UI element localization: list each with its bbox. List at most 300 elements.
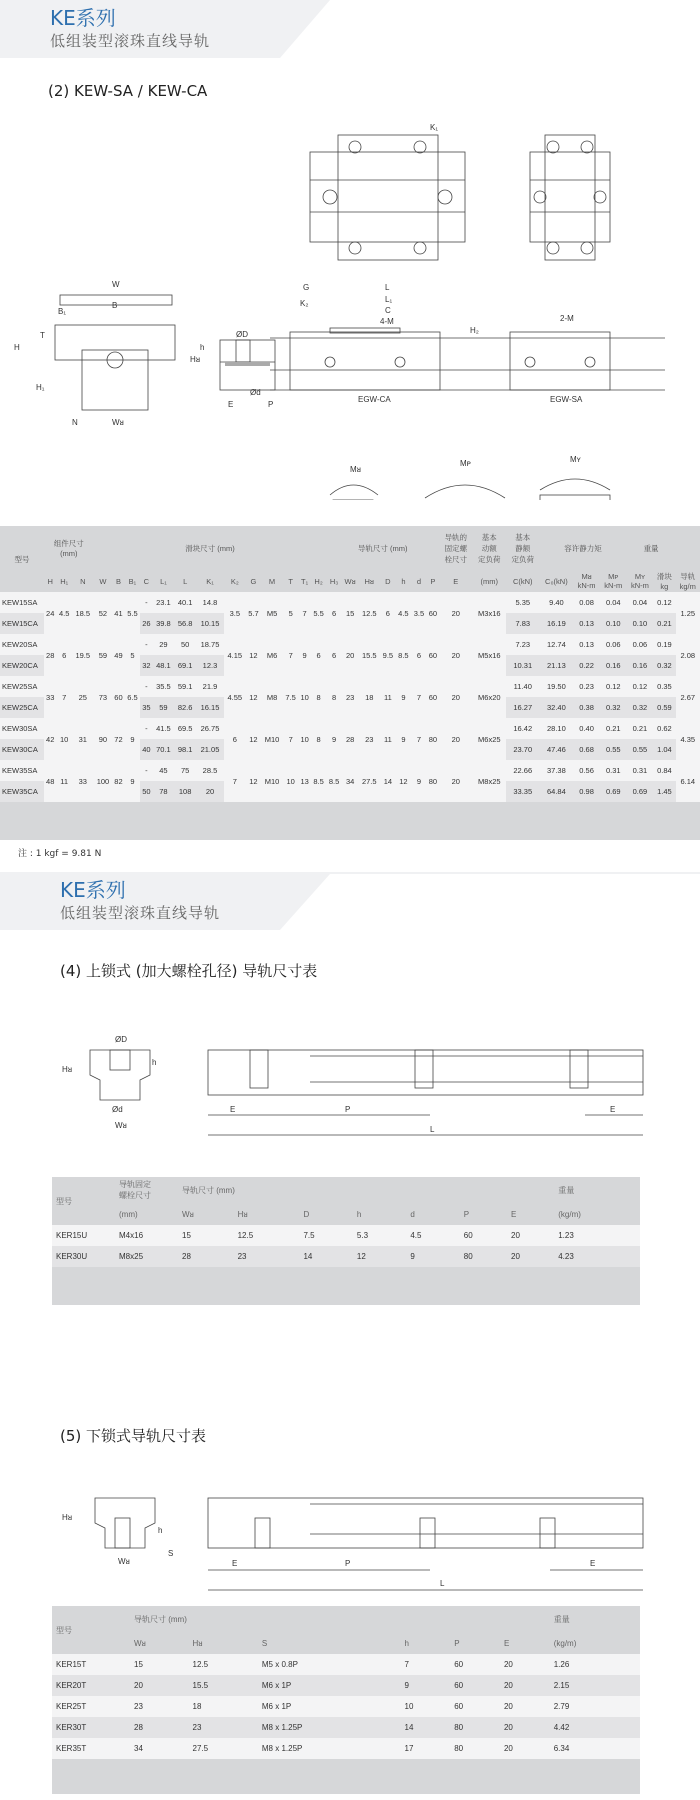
cell-cd: 33.35 [506,781,539,802]
weight-unit: kg/m [679,582,696,591]
cell-cd: 16.42 [506,718,539,739]
t5-label-h: h [158,1526,163,1535]
th-sub: H₃ [329,576,339,586]
cell-p: 60 [427,676,439,718]
cell-l: 98.1 [174,739,196,760]
table-cell: 23 [130,1696,189,1717]
cell-bolt: M3x16 [473,592,506,634]
cell-l1: 48.1 [153,655,175,676]
th-rail: 导轨尺寸 (mm) [357,543,408,553]
cell-wr: 34 [342,760,359,802]
label-k2: K₂ [300,299,309,308]
t2-th-col: D [303,1209,310,1219]
th-sub: T₁ [301,576,309,586]
cell-d: 14 [380,760,396,802]
t4-label-e2: E [610,1105,616,1114]
t4-label-e: E [230,1105,236,1114]
table-cell: M6 x 1P [258,1675,401,1696]
cell-hh: 8.5 [396,634,412,676]
th-moment-sub [627,570,654,592]
cell-l: 50 [174,634,196,655]
cell-w: 90 [94,718,113,760]
cell-mr: 0.68 [573,739,600,760]
cell-h3: 6 [326,634,342,676]
page-header-2 [0,872,700,934]
table-row [52,1696,640,1717]
cell-cd: 16.27 [506,697,539,718]
th-model: 型号 [14,554,30,564]
table-cell: 20 [500,1738,550,1759]
kew-drawings [0,100,700,500]
label-2m: 2-M [560,314,574,323]
cell-h2: 6 [311,634,327,676]
table-cell: 5.3 [353,1225,406,1246]
cell-mr: 0.23 [573,676,600,697]
table-cell: KER20T [52,1675,130,1696]
cell-l1: 29 [153,634,175,655]
cell-mp: 0.04 [600,592,627,613]
weight-name: 滑块 [656,572,672,581]
cell-mr: 0.56 [573,760,600,781]
cell-b1: 5 [125,634,141,676]
table-cell: 4.23 [554,1246,640,1267]
cell-bolt: M8x25 [473,760,506,802]
table-row [52,1675,640,1696]
cell-mp: 0.16 [600,655,627,676]
section-2-title: (2) KEW-SA / KEW-CA [48,82,208,100]
cell-my: 0.12 [627,676,654,697]
table-cell: M5 x 0.8P [258,1654,401,1675]
cell-my: 0.16 [627,655,654,676]
model-cell: KEW25SA [0,676,44,697]
table-row [52,1717,640,1738]
cell-t1: 10 [298,676,310,718]
cell-h1: 4.5 [56,592,72,634]
th-sub: d [416,576,421,586]
table-row [0,634,700,655]
th-sub: K₂ [230,576,239,586]
th-sub: (mm) [480,576,499,586]
cell-k2: 4.55 [224,676,246,718]
cell-c0: 19.50 [540,676,574,697]
th-moment: 容许静力矩 [564,543,602,553]
table-cell: M4x16 [115,1225,178,1246]
cell-mr: 0.13 [573,634,600,655]
t2-th-weight: 重量 [558,1185,575,1195]
cell-c: 32 [140,655,152,676]
cell-cd: 23.70 [506,739,539,760]
cell-b1: 5.5 [125,592,141,634]
cell-mp: 0.31 [600,760,627,781]
cell-g: 5.7 [246,592,262,634]
cell-my: 0.55 [627,739,654,760]
cell-k1: 12.3 [196,655,224,676]
cell-h: 42 [44,718,56,760]
cell-w: 73 [94,676,113,718]
cell-b1: 6.5 [125,676,141,718]
series-title-2: KE系列 [60,878,126,902]
t5-label-e: E [232,1559,238,1568]
cell-g: 12 [246,718,262,760]
label-c: C [385,306,391,315]
cell-railw: 1.25 [676,592,700,634]
t3-subheader [52,1632,640,1654]
cell-p: 80 [427,718,439,760]
t3-th-col: h [404,1638,409,1648]
t3-th-model: 型号 [56,1625,72,1635]
t3-th-col: E [503,1638,510,1648]
th-sub: M [268,576,276,586]
th-sub: Wᴚ [344,576,356,586]
cell-c0: 28.10 [540,718,574,739]
th-weight: 重量 [643,543,659,553]
cell-n: 18.5 [72,592,94,634]
cell-wr: 23 [342,676,359,718]
t4-label-d: ØD [115,1035,127,1044]
t3-th-weight: 重量 [553,1614,570,1624]
cell-cd: 11.40 [506,676,539,697]
table-cell: M8x25 [115,1246,178,1267]
table-cell: 23 [189,1717,258,1738]
table-row [52,1246,640,1267]
cell-c: 35 [140,697,152,718]
cell-k2: 4.15 [224,634,246,676]
cell-t1: 7 [298,592,310,634]
cell-hh: 9 [396,676,412,718]
th-sub: H₁ [60,576,69,586]
cell-m: M5 [261,592,283,634]
cell-bolt: M6x20 [473,676,506,718]
cell-k1: 20 [196,781,224,802]
cell-g: 12 [246,760,262,802]
cell-mr: 0.98 [573,781,600,802]
cell-mr: 0.22 [573,655,600,676]
label-l1: L₁ [385,295,393,304]
model-cell: KEW35SA [0,760,44,781]
cell-h2: 5.5 [311,592,327,634]
table-cell: 80 [460,1246,507,1267]
t5-label-e2: E [590,1559,596,1568]
table-cell: KER25T [52,1696,130,1717]
table-cell: 15 [178,1225,234,1246]
cell-wb: 1.45 [653,781,675,802]
cell-c0: 37.38 [540,760,574,781]
table-cell: 7 [401,1654,451,1675]
th-sub: L₁ [160,576,167,586]
cell-mp: 0.69 [600,781,627,802]
cell-l1: 78 [153,781,175,802]
table-cell: 80 [450,1717,500,1738]
cell-k1: 28.5 [196,760,224,781]
label-e: E [228,400,234,409]
table-cell: KER15U [52,1225,115,1246]
cell-t: 10 [283,760,299,802]
label-w: W [112,280,120,289]
label-egwsa: EGW-SA [550,395,583,404]
cell-wb: 1.04 [653,739,675,760]
t2-th-col: Hᴚ [237,1209,248,1219]
model-cell: KEW20CA [0,655,44,676]
label-n: N [72,418,78,427]
table-cell: 18 [189,1696,258,1717]
model-cell: KEW20SA [0,634,44,655]
cell-mp: 0.06 [600,634,627,655]
cell-hr: 27.5 [358,760,380,802]
th-bolt: 导轨的 固定螺 栓尺寸 [444,532,468,564]
cell-hr: 15.5 [358,634,380,676]
cell-c0: 9.40 [540,592,574,613]
cell-railw: 4.35 [676,718,700,760]
table-cell: 20 [130,1675,189,1696]
model-cell: KEW25CA [0,697,44,718]
th-sub: N [80,576,86,586]
th-sub: E [453,576,459,586]
t2-th-bolt: 导轨固定 螺栓尺寸 [119,1180,151,1200]
section-4-title: (4) 上锁式 (加大螺栓孔径) 导轨尺寸表 [60,962,318,980]
cell-wr: 15 [342,592,359,634]
th-block: 滑块尺寸 (mm) [185,543,235,553]
cell-t: 5 [283,592,299,634]
cell-k2: 7 [224,760,246,802]
cell-c0: 21.13 [540,655,574,676]
cell-w: 100 [94,760,113,802]
th-sub: G [250,576,257,586]
weight-unit: kg [660,582,669,591]
cell-b: 72 [112,718,124,760]
label-my: Mʏ [570,455,581,464]
cell-b: 82 [112,760,124,802]
cell-h3: 6 [326,592,342,634]
label-g: G [303,283,310,292]
t3-th-rail: 导轨尺寸 (mm) [134,1614,187,1624]
th-sub: W [99,576,107,586]
cell-k1: 21.9 [196,676,224,697]
cell-h3: 8 [326,676,342,718]
cell-c0: 16.19 [540,613,574,634]
label-d: ØD [236,330,248,339]
table-cell: M8 x 1.25P [258,1738,401,1759]
th-sub: D [385,576,391,586]
cell-wb: 0.32 [653,655,675,676]
table-row [52,1738,640,1759]
table-row [0,760,700,781]
cell-hr: 12.5 [358,592,380,634]
table-cell: 23 [234,1246,300,1267]
table-cell: 60 [450,1654,500,1675]
cell-cd: 10.31 [506,655,539,676]
cell-c: 50 [140,781,152,802]
t5-label-p: P [345,1559,351,1568]
t2-body [52,1225,640,1267]
ker-t-table [52,1606,640,1794]
cell-e: 20 [439,634,472,676]
cell-c: - [140,634,152,655]
cell-c0: 47.46 [540,739,574,760]
cell-c0: 64.84 [540,781,574,802]
t3-th-col: Hᴚ [192,1638,203,1648]
table-cell: 7.5 [299,1225,352,1246]
cell-wb: 0.19 [653,634,675,655]
cell-b1: 9 [125,760,141,802]
table-cell: 20 [500,1717,550,1738]
label-4m: 4-M [380,317,394,326]
moment-sym: Mʏ [634,572,645,581]
table-cell: 17 [401,1738,451,1759]
t2-th-col: d [410,1209,415,1219]
label-b1: B₁ [58,307,67,316]
cell-my: 0.04 [627,592,654,613]
th-sub: Hᴚ [364,576,374,586]
t5-label-hr: Hᴚ [62,1513,73,1522]
t3-th-col: S [261,1638,268,1648]
top-lock-drawing [0,1020,700,1170]
table-cell: 6.34 [550,1738,640,1759]
cell-k2: 6 [224,718,246,760]
cell-mr: 0.13 [573,613,600,634]
cell-k2: 3.5 [224,592,246,634]
table-cell: 28 [130,1717,189,1738]
table-cell: 15.5 [189,1675,258,1696]
cell-my: 0.21 [627,718,654,739]
table-cell: 15 [130,1654,189,1675]
label-mr: Mᴚ [350,465,361,474]
table-cell: 20 [500,1696,550,1717]
cell-t1: 13 [298,760,310,802]
moment-unit: kN-m [577,581,596,590]
cell-k1: 18.75 [196,634,224,655]
cell-railw: 6.14 [676,760,700,802]
t2-th-col: Wᴚ [182,1209,194,1219]
table-cell: 10 [401,1696,451,1717]
cell-e: 20 [439,592,472,634]
cell-g: 12 [246,676,262,718]
cell-l: 108 [174,781,196,802]
cell-l1: 45 [153,760,175,781]
cell-h: 28 [44,634,56,676]
cell-l: 69.1 [174,655,196,676]
cell-h1: 10 [56,718,72,760]
cell-dd: 3.5 [411,592,427,634]
cell-d: 9.5 [380,634,396,676]
table-cell: 27.5 [189,1738,258,1759]
cell-dd: 9 [411,760,427,802]
th-sub: H₂ [314,576,323,586]
section-5-title: (5) 下锁式导轨尺寸表 [60,1427,207,1445]
cell-b: 41 [112,592,124,634]
cell-h: 24 [44,592,56,634]
cell-mp: 0.12 [600,676,627,697]
table-cell: 1.23 [554,1225,640,1246]
label-l: L [385,283,390,292]
cell-l1: 39.8 [153,613,175,634]
cell-hh: 12 [396,760,412,802]
cell-k1: 26.75 [196,718,224,739]
cell-c: - [140,676,152,697]
t2-th-col: h [356,1209,362,1219]
th-weight-sub [653,570,675,592]
table-cell: 9 [401,1675,451,1696]
cell-w: 52 [94,592,113,634]
th-sub: T [288,576,293,586]
table-cell: 60 [450,1675,500,1696]
model-cell: KEW35CA [0,781,44,802]
label-h2: H₂ [470,326,479,335]
th-sub: C₀(kN) [545,576,568,586]
cell-l: 82.6 [174,697,196,718]
cell-h2: 8 [311,718,327,760]
model-cell: KEW30SA [0,718,44,739]
table-cell: 12.5 [234,1225,300,1246]
label-b: B [112,301,118,310]
cell-b: 60 [112,676,124,718]
cell-h2: 8 [311,676,327,718]
moment-sym: Mᴘ [608,572,619,581]
label-mp: Mᴘ [460,459,471,468]
th-moment-sub [573,570,600,592]
cell-g: 12 [246,634,262,676]
th-sub: L [183,576,188,586]
t3-th-col: Wᴚ [134,1638,146,1648]
moment-sym: Mᴚ [581,572,592,581]
cell-cd: 7.23 [506,634,539,655]
label-h1: H₁ [36,383,45,392]
t3-body [52,1654,640,1759]
top-view-ca-body [338,135,438,260]
cell-h: 48 [44,760,56,802]
th-sta: 基本 静额 定负荷 [511,532,535,564]
table-cell: 14 [299,1246,352,1267]
cell-n: 19.5 [72,634,94,676]
table-cell: 2.15 [550,1675,640,1696]
cell-t: 7 [283,634,299,676]
cell-bolt: M6x25 [473,718,506,760]
cell-c0: 32.40 [540,697,574,718]
cell-dd: 7 [411,718,427,760]
t2-th-weight-unit: (kg/m) [558,1209,581,1219]
cell-h3: 8.5 [326,760,342,802]
cell-h3: 9 [326,718,342,760]
weight-name: 导轨 [680,572,696,581]
page-header [0,0,700,62]
t2-th-col: E [511,1209,517,1219]
cell-my: 0.32 [627,697,654,718]
table-row [52,1654,640,1675]
cell-l1: 41.5 [153,718,175,739]
t4-label-hr: Hᴚ [62,1065,73,1074]
cell-mp: 0.21 [600,718,627,739]
table-cell: 20 [500,1675,550,1696]
cell-t1: 9 [298,634,310,676]
th-sub: B [115,576,121,586]
cell-m: M10 [261,718,283,760]
cell-l1: 70.1 [153,739,175,760]
th-moment-sub [600,570,627,592]
cell-wb: 0.21 [653,613,675,634]
label-wr: Wᴚ [112,418,124,427]
cell-m: M8 [261,676,283,718]
table-cell: 80 [450,1738,500,1759]
cell-l: 40.1 [174,592,196,613]
cell-k1: 21.05 [196,739,224,760]
kew-spec-table [0,526,700,840]
cell-n: 25 [72,676,94,718]
table-row [0,676,700,697]
cell-k1: 16.15 [196,697,224,718]
th-sub: K₁ [206,576,214,586]
note: 注 : 1 kgf = 9.81 N [18,849,102,859]
table-cell: KER35T [52,1738,130,1759]
cell-t: 7.5 [283,676,299,718]
